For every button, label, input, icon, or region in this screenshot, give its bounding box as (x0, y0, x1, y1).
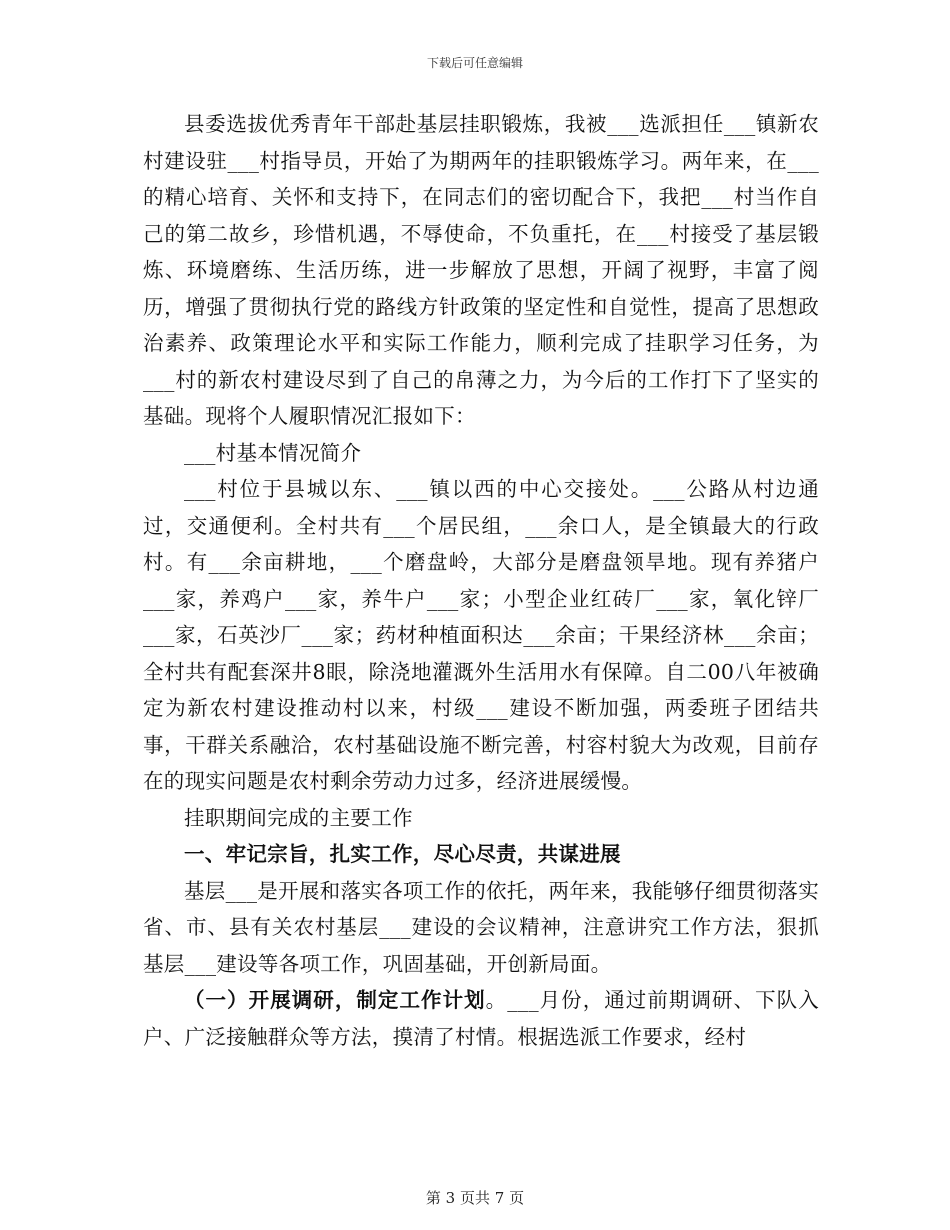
research-paragraph-text: 。___月份，通过前期调研、下队入户、广泛接触群众等方法，摸清了村情。根据选派工作要求，经村 (143, 988, 819, 1049)
page-header: 下载后可任意编辑 (426, 56, 523, 70)
research-paragraph (143, 982, 819, 1055)
subsection-heading-one: 一、牢记宗旨，扎实工作，尽心尽责，共谋进展 (184, 842, 621, 866)
village-overview-paragraph: ___村位于县城以东、___镇以西的中心交接处。___公路从村边通过，交通便利。全村共有___个居民组，___余口人，是全镇最大的行政村。有___余亩耕地，___个磨盘岭，大部分是磨盘领旱地。现有养猪户___家，养鸡户___家，养牛户___家；小型企业红砖厂___家，氧化锌厂___家，石英沙厂___家；药材种植面积达___余亩；干果经济林___余亩；全村共有配套深井8眼，除浇地灌溉外生活用水有保障。自二00八年被确定为新农村建设推动村以来，村级___建设不断加强，两委班子团结共事，干群关系融洽，农村基础设施不断完善，村容村貌大为改观，目前存在的现实问题是农村剩余劳动力过多，经济进展缓慢。 (143, 477, 819, 793)
page-footer: 第 3 页共 7 页 (425, 1189, 525, 1207)
research-paragraph-lead: （一）开展调研，制定工作计划 (184, 988, 486, 1012)
section-heading-village-overview: ___村基本情况简介 (184, 440, 362, 465)
section-heading-main-work: 挂职期间完成的主要工作 (184, 805, 413, 830)
intro-paragraph: 县委选拔优秀青年干部赴基层挂职锻炼，我被___选派担任___镇新农村建设驻___村指导员，开始了为期两年的挂职锻炼学习。两年来，在___的精心培育、关怀和支持下，在同志们的密切配合下，我把___村当作自己的第二故乡，珍惜机遇，不辱使命，不负重托，在___村接受了基层锻炼、环境磨练、生活历练，进一步解放了思想，开阔了视野，丰富了阅历，增强了贯彻执行党的路线方针政策的坚定性和自觉性，提高了思想政治素养、政策理论水平和实际工作能力，顺利完成了挂职学习任务，为___村的新农村建设尽到了自己的帛薄之力，为今后的工作打下了坚实的基础。现将个人履职情况汇报如下： (143, 112, 819, 428)
grassroots-paragraph: 基层___是开展和落实各项工作的依托，两年来，我能够仔细贯彻落实省、市、县有关农村基层___建设的会议精神，注意讲究工作方法，狠抓基层___建设等各项工作，巩固基础，开创新局面。 (143, 878, 819, 976)
document-body (143, 106, 819, 1055)
